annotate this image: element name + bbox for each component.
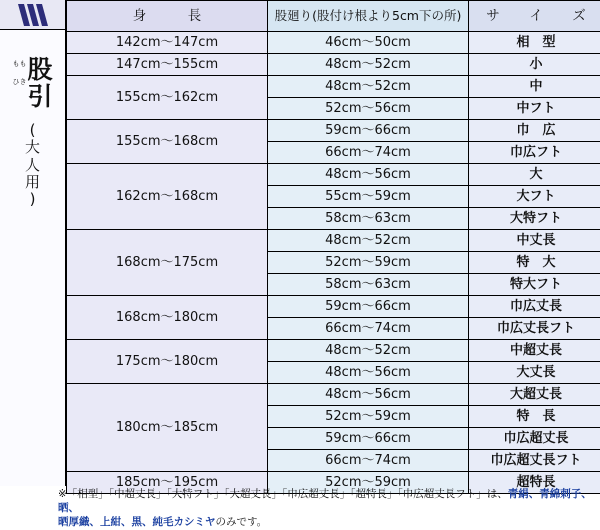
cell-height: 168cm〜175cm	[67, 230, 268, 296]
cell-size: 超特長	[469, 472, 600, 494]
size-table-wrapper	[66, 0, 600, 494]
cell-size: 巾広丈長フト	[469, 318, 600, 340]
table-row	[67, 32, 600, 54]
cell-height: 142cm〜147cm	[67, 32, 268, 54]
cell-thigh: 52cm〜59cm	[268, 252, 469, 274]
cell-thigh: 48cm〜56cm	[268, 362, 469, 384]
cell-size: 中超丈長	[469, 340, 600, 362]
cell-thigh: 59cm〜66cm	[268, 120, 469, 142]
column-header-size: サ イ ズ	[469, 1, 600, 32]
cell-thigh: 52cm〜59cm	[268, 406, 469, 428]
product-title-vertical	[0, 30, 65, 485]
table-row	[67, 230, 600, 252]
cell-thigh: 46cm〜50cm	[268, 32, 469, 54]
cell-thigh: 48cm〜56cm	[268, 384, 469, 406]
footnote-line1-pre: ※「相型」「中超丈長」「大特フト」「大超丈長」「巾広超丈長」「超特長」「巾広超丈長フト」は、	[58, 488, 508, 500]
cell-size: 大フト	[469, 186, 600, 208]
footnote-line1-highlight: 青絹、青綿刺子、晒、	[58, 488, 592, 514]
table-row	[67, 120, 600, 142]
cell-size: 特 長	[469, 406, 600, 428]
cell-height: 180cm〜185cm	[67, 384, 268, 472]
size-table	[66, 0, 600, 494]
table-row	[67, 384, 600, 406]
cell-size: 小	[469, 54, 600, 76]
cell-height: 175cm〜180cm	[67, 340, 268, 384]
cell-thigh: 59cm〜66cm	[268, 296, 469, 318]
cell-size: 相 型	[469, 32, 600, 54]
title-ruby-column	[12, 56, 26, 86]
cell-thigh: 66cm〜74cm	[268, 142, 469, 164]
table-row	[67, 296, 600, 318]
cell-size: 中丈長	[469, 230, 600, 252]
cell-thigh: 59cm〜66cm	[268, 428, 469, 450]
column-header-thigh: 股廻り(股付け根より5cm下の所)	[268, 1, 469, 32]
subnote-char-5: )	[25, 191, 40, 208]
cell-thigh: 58cm〜63cm	[268, 274, 469, 296]
cell-size: 特大フト	[469, 274, 600, 296]
table-row	[67, 76, 600, 98]
cell-thigh: 66cm〜74cm	[268, 450, 469, 472]
table-row	[67, 164, 600, 186]
subnote-char-1: (	[25, 122, 40, 139]
table-row	[67, 54, 600, 76]
cell-thigh: 48cm〜52cm	[268, 76, 469, 98]
cell-thigh: 55cm〜59cm	[268, 186, 469, 208]
table-row	[67, 340, 600, 362]
cell-height: 155cm〜162cm	[67, 76, 268, 120]
cell-size: 大	[469, 164, 600, 186]
cell-size: 大超丈長	[469, 384, 600, 406]
cell-height: 147cm〜155cm	[67, 54, 268, 76]
cell-size: 中フト	[469, 98, 600, 120]
cell-height: 168cm〜180cm	[67, 296, 268, 340]
title-kanji-2: 引	[27, 83, 52, 110]
cell-size: 巾広フト	[469, 142, 600, 164]
brand-logo-cell	[0, 0, 65, 30]
title-kanji-block	[12, 56, 52, 110]
cell-size: 大丈長	[469, 362, 600, 384]
title-ruby-2: ひき	[12, 79, 26, 87]
cell-thigh: 52cm〜56cm	[268, 98, 469, 120]
cell-height: 155cm〜168cm	[67, 120, 268, 164]
cell-thigh: 48cm〜52cm	[268, 54, 469, 76]
cell-size: 中	[469, 76, 600, 98]
subnote-char-3: 人	[25, 157, 40, 174]
column-header-height: 身 長	[67, 1, 268, 32]
cell-size: 巾広超丈長	[469, 428, 600, 450]
brand-mark-icon	[16, 3, 50, 27]
cell-size: 特 大	[469, 252, 600, 274]
cell-thigh: 48cm〜52cm	[268, 230, 469, 252]
cell-thigh: 52cm〜59cm	[268, 472, 469, 494]
footnote-line2-highlight: 晒厚織、上紺、黒、純毛カシミヤ	[58, 516, 216, 528]
cell-size: 巾広丈長	[469, 296, 600, 318]
table-header-row	[67, 1, 600, 32]
cell-size: 巾広超丈長フト	[469, 450, 600, 472]
cell-thigh: 58cm〜63cm	[268, 208, 469, 230]
cell-size: 巾 広	[469, 120, 600, 142]
title-kanji-1: 股	[27, 56, 52, 83]
cell-thigh: 48cm〜52cm	[268, 340, 469, 362]
title-subnote-vertical	[25, 122, 40, 208]
subnote-char-2: 大	[25, 139, 40, 156]
footnote-line2-post: のみです。	[216, 516, 268, 528]
subnote-char-4: 用	[25, 174, 40, 191]
cell-thigh: 48cm〜56cm	[268, 164, 469, 186]
cell-height: 162cm〜168cm	[67, 164, 268, 230]
title-ruby-1: もも	[12, 61, 26, 69]
size-table-body	[67, 32, 600, 494]
cell-thigh: 66cm〜74cm	[268, 318, 469, 340]
cell-height: 185cm〜195cm	[67, 472, 268, 494]
left-label-column	[0, 0, 66, 486]
footnote	[58, 487, 598, 530]
title-kanji-column	[27, 56, 52, 110]
cell-size: 大特フト	[469, 208, 600, 230]
